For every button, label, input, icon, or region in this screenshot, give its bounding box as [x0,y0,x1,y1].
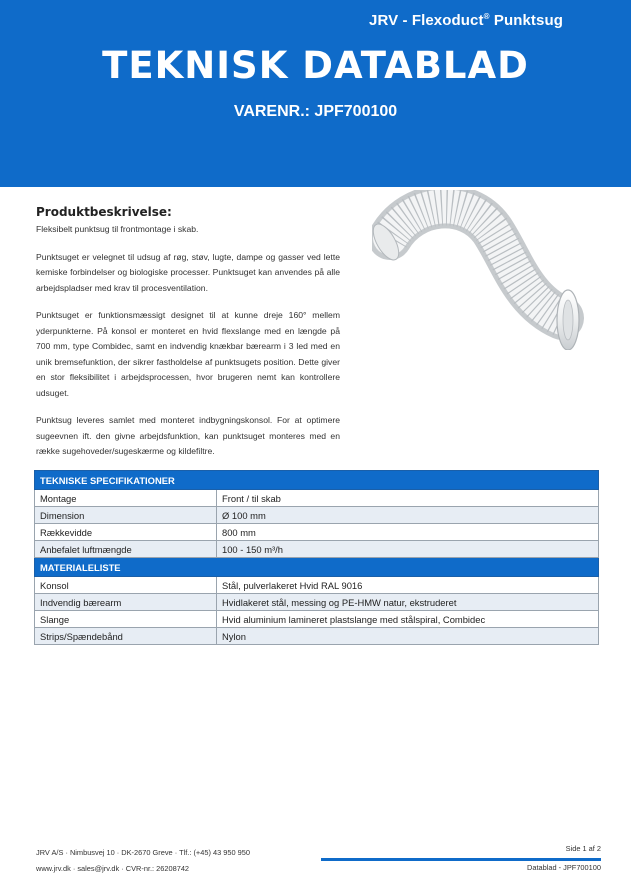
description-paragraph: Punktsuget er funktionsmæssigt designet til at kunne dreje 160° mellem yderpunkterne. På konsol er monteret en hvid flexslange med en længde på 700 mm, type Combidec, samt en indvendig knækbar bærearm i 3 led med en unik bremsefunktion, der sikrer fastholdelse af punktsugets position. Dette giver en stor fleksibilitet i arbejdsprocessen, hvor brugeren nemt kan kontrollere udsuget. [36,310,340,398]
footer-contact [36,845,250,877]
table-row [35,628,599,645]
spec-heading: TEKNISKE SPECIFIKATIONER [35,471,599,490]
row-value: Hvid aluminium lamineret plastslange med stålspiral, Combidec [217,611,599,628]
description-heading: Produktbeskrivelse: [36,205,172,219]
description-paragraph: Punktsug leveres samlet med monteret indbygningskonsol. For at optimere sugeevnen ift. den givne arbejdsfunktion, kan punktsuget monteres med en række sugehoveder/sugeskærme og kildefiltre. [36,415,340,456]
flex-hose-image [372,190,592,350]
table-row [35,507,599,524]
description-paragraph: Fleksibelt punktsug til frontmontage i skab. [36,224,199,234]
row-value: Stål, pulverlakeret Hvid RAL 9016 [217,577,599,594]
row-value: 100 - 150 m³/h [217,541,599,558]
page-title: TEKNISK DATABLAD [102,44,529,87]
footer-divider [321,858,601,861]
row-value: Ø 100 mm [217,507,599,524]
table-section-header [35,558,599,577]
table-row [35,577,599,594]
item-number: VARENR.: JPF700100 [233,103,398,120]
brand-product: Punktsug [489,12,563,29]
registered-mark: ® [483,12,490,21]
description-paragraph: Punktsuget er velegnet til udsug af røg, støv, lugte, dampe og gasser ved lette kemiske forbindelser og biologiske processer. Punktsuget kan anvendes på alle arbejdspladser med krav til procesventilation. [36,251,340,293]
brand-title [369,12,563,29]
row-value: Nylon [217,628,599,645]
table-row [35,611,599,628]
row-value: Front / til skab [217,490,599,507]
row-label: Dimension [35,507,217,524]
hose-highlight [390,206,562,318]
row-label: Slange [35,611,217,628]
brand-name: JRV - Flexoduct [369,12,484,29]
table-row [35,594,599,611]
row-label: Montage [35,490,217,507]
table-row [35,541,599,558]
row-label: Rækkevidde [35,524,217,541]
document-name: Datablad - JPF700100 [527,863,601,872]
footer-address: JRV A/S · Nimbusvej 10 · DK-2670 Greve · Tlf.: (+45) 43 950 950 [36,848,250,857]
row-value: Hvidlakeret stål, messing og PE-HMW natur, ekstruderet [217,594,599,611]
footer-web: www.jrv.dk · sales@jrv.dk · CVR-nr.: 26208742 [36,864,190,873]
table-row [35,524,599,541]
footer-page-info [321,843,601,872]
row-label: Strips/Spændebånd [35,628,217,645]
specification-table [34,470,599,645]
table-section-header [35,471,599,490]
table-row [35,490,599,507]
row-label: Anbefalet luftmængde [35,541,217,558]
material-heading: MATERIALELISTE [35,558,599,577]
row-value: 800 mm [217,524,599,541]
row-label: Konsol [35,577,217,594]
row-label: Indvendig bærearm [35,594,217,611]
mounting-flange-inner [563,300,573,340]
page-number: Side 1 af 2 [565,844,601,853]
header-banner [0,0,631,187]
product-description [36,205,340,460]
